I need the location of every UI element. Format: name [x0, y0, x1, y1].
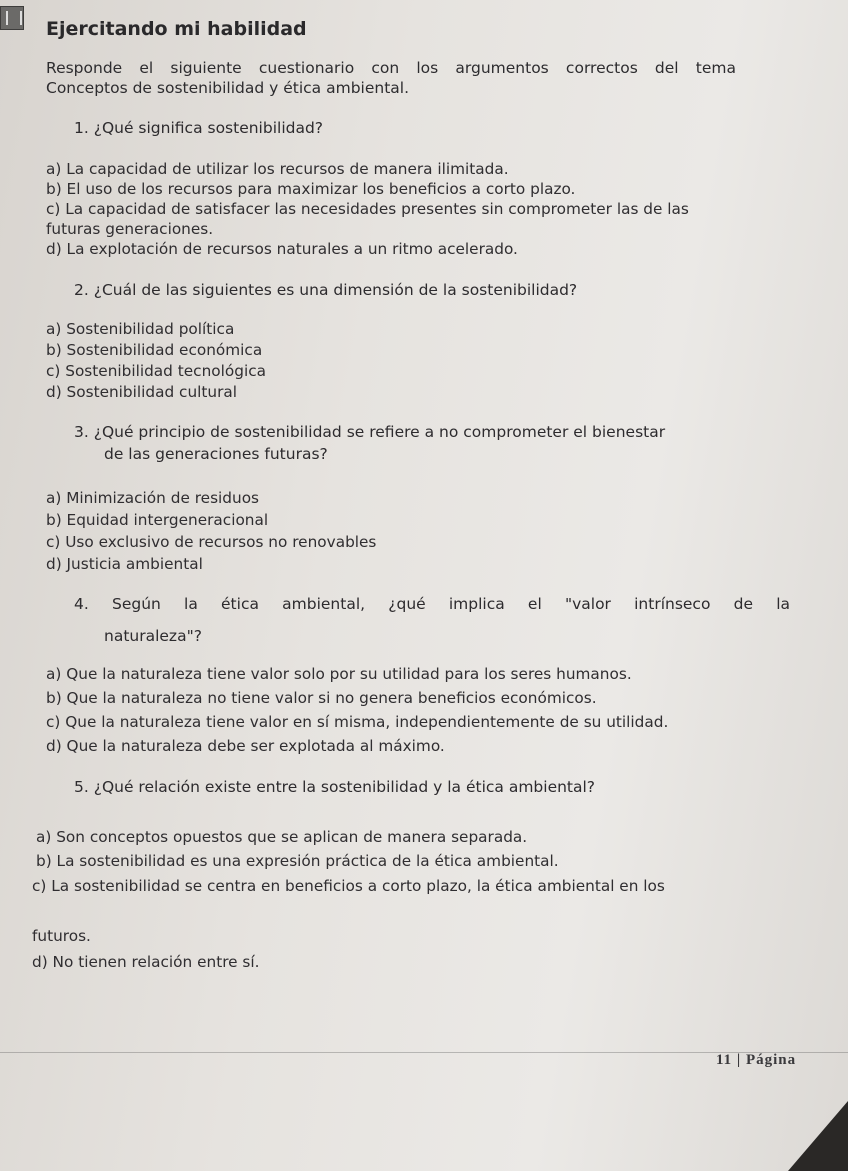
- section-title: Ejercitando mi habilidad: [46, 18, 307, 40]
- question-5-option-a: a) Son conceptos opuestos que se aplican de manera separada.: [36, 828, 528, 846]
- instructions-line-2: Conceptos de sostenibilidad y ética ambiental.: [46, 79, 410, 97]
- question-1-option-d: d) La explotación de recursos naturales a un ritmo acelerado.: [46, 240, 518, 258]
- question-2-option-c: c) Sostenibilidad tecnológica: [46, 362, 266, 380]
- question-4-option-d: d) Que la naturaleza debe ser explotada al máximo.: [46, 737, 445, 755]
- question-4-line-2: naturaleza"?: [104, 627, 202, 645]
- instructions: [46, 58, 736, 98]
- question-4-option-b: b) Que la naturaleza no tiene valor si no genera beneficios económicos.: [46, 689, 597, 707]
- question-2: 2. ¿Cuál de las siguientes es una dimensión de la sostenibilidad?: [74, 281, 578, 299]
- book-icon: [0, 6, 24, 30]
- question-1-option-b: b) El uso de los recursos para maximizar los beneficios a corto plazo.: [46, 180, 576, 198]
- question-1: 1. ¿Qué significa sostenibilidad?: [74, 119, 324, 137]
- instructions-line-1: Responde el siguiente cuestionario con los argumentos correctos del tema: [46, 59, 736, 77]
- question-5-option-c: c) La sostenibilidad se centra en beneficios a corto plazo, la ética ambiental en los: [32, 877, 665, 895]
- question-2-option-d: d) Sostenibilidad cultural: [46, 383, 238, 401]
- question-3-option-d: d) Justicia ambiental: [46, 555, 203, 573]
- question-2-option-a: a) Sostenibilidad política: [46, 320, 235, 338]
- question-5-option-d: d) No tienen relación entre sí.: [32, 953, 260, 971]
- question-3-option-c: c) Uso exclusivo de recursos no renovables: [46, 533, 377, 551]
- question-3-line-1: 3. ¿Qué principio de sostenibilidad se refiere a no comprometer el bienestar: [74, 423, 666, 441]
- question-4-option-a: a) Que la naturaleza tiene valor solo por su utilidad para los seres humanos.: [46, 665, 632, 683]
- question-5-option-c-continued: futuros.: [32, 927, 91, 945]
- question-4-option-c: c) Que la naturaleza tiene valor en sí misma, independientemente de su utilidad.: [46, 713, 669, 731]
- question-2-option-b: b) Sostenibilidad económica: [46, 341, 263, 359]
- question-3-line-2: de las generaciones futuras?: [104, 445, 328, 463]
- question-4-line-1: 4. Según la ética ambiental, ¿qué implica el "valor intrínseco de la: [74, 595, 790, 613]
- question-1-option-c-continued: futuras generaciones.: [46, 220, 214, 238]
- question-3-option-b: b) Equidad intergeneracional: [46, 511, 269, 529]
- question-3-option-a: a) Minimización de residuos: [46, 489, 260, 507]
- question-1-option-c: c) La capacidad de satisfacer las necesidades presentes sin comprometer las de las: [46, 200, 689, 218]
- question-5: 5. ¿Qué relación existe entre la sostenibilidad y la ética ambiental?: [74, 778, 596, 796]
- page-corner-shadow: [788, 1101, 848, 1171]
- page-number: 11 | Página: [716, 1052, 797, 1068]
- question-1-option-a: a) La capacidad de utilizar los recursos de manera ilimitada.: [46, 160, 509, 178]
- question-5-option-b: b) La sostenibilidad es una expresión práctica de la ética ambiental.: [36, 852, 559, 870]
